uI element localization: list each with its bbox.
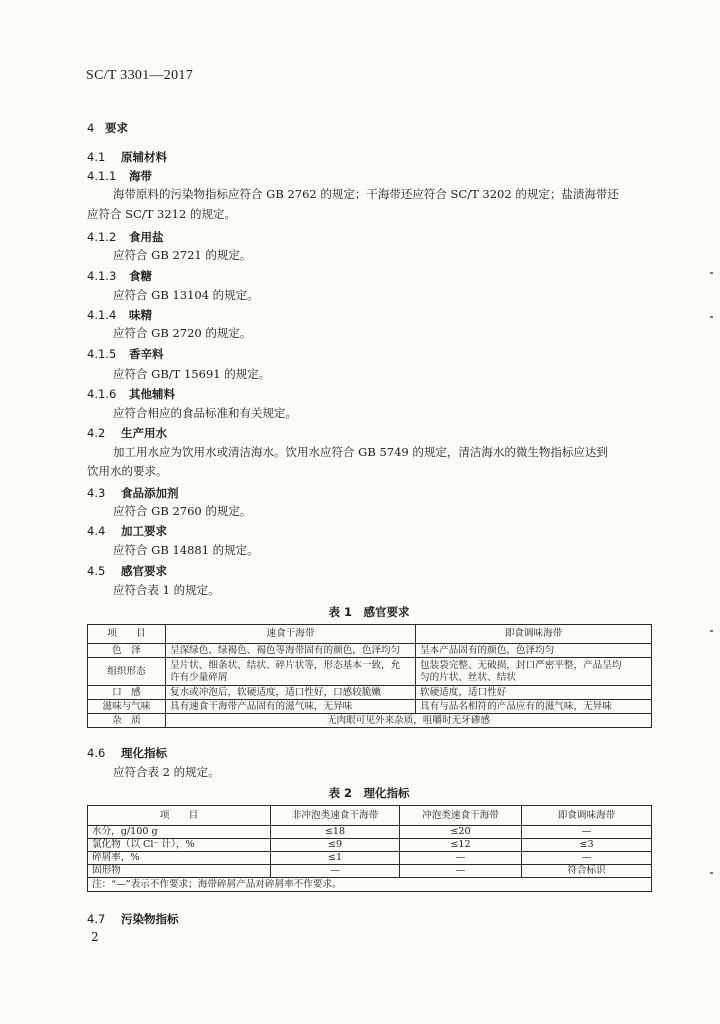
section-title: 原辅材料 [121,150,167,164]
section-4-3-heading [87,485,179,501]
header-cell: 冲泡类速食干海带 [400,806,522,826]
section-title: 味精 [129,308,152,322]
value-cell: 无肉眼可见外来杂质，咀嚼时无牙碜感 [166,714,652,728]
value-cell: — [400,865,522,878]
table-note-row [88,878,652,892]
table-row [88,644,652,658]
paragraph-line: 海带原料的污染物指标应符合 GB 2762 的规定；干海带还应符合 SC/T 3202 的规定；盐渍海带还 [113,187,619,201]
section-number: 4.4 [87,524,106,538]
section-4-1-1-heading [87,168,152,184]
cell-line: 包装袋完整、无破损，封口严密平整，产品呈均 [420,659,622,671]
paragraph-line: 应符合表 2 的规定。 [113,765,220,779]
section-title: 理化指标 [121,746,167,760]
cell-line: 许有少量碎屑 [170,671,228,683]
section-title: 食品添加剂 [121,486,179,500]
table-row [88,714,652,728]
value-cell: ≤20 [400,826,522,839]
paragraph-line: 应符合 GB 14881 的规定。 [113,543,259,557]
item-cell: 碎屑率，% [88,852,271,865]
scan-speck [710,630,713,632]
table-row [88,700,652,714]
section-4-5-heading [87,563,167,579]
standard-code: SC/T 3301—2017 [86,68,194,83]
value-cell: 呈深绿色、绿褐色、褐色等海带固有的颜色，色泽均匀 [166,644,416,658]
item-cell: 杂 质 [88,714,166,728]
value-cell: 具有与品名相符的产品应有的滋气味，无异味 [416,700,652,714]
section-title: 生产用水 [121,426,167,440]
section-4-1-3-heading [87,268,152,284]
section-4-1-4-heading [87,307,152,323]
table-2 [87,805,652,892]
value-cell: — [271,865,400,878]
item-cell: 口 感 [88,686,166,700]
section-title: 污染物指标 [121,912,179,926]
section-number: 4.3 [87,486,106,500]
value-cell: — [400,852,522,865]
section-title: 食用盐 [129,230,164,244]
table-row [88,686,652,700]
section-title: 食糖 [129,269,152,283]
section-4-heading [87,120,128,136]
scan-speck [710,272,713,274]
section-number: 4.7 [87,912,106,926]
paragraph-line: 应符合相应的食品标准和有关规定。 [113,406,297,420]
paragraph-line: 应符合 GB 2721 的规定。 [113,248,252,262]
value-cell: 软硬适度，适口性好 [416,686,652,700]
value-cell: ≤9 [271,839,400,852]
table-1-caption: 表 1 感官要求 [328,605,410,619]
section-title: 加工要求 [121,524,167,538]
header-cell: 非冲泡类速食干海带 [271,806,400,826]
paragraph-line: 应符合 GB 2760 的规定。 [113,504,252,518]
header-cell: 项 目 [88,806,271,826]
value-cell [166,658,416,686]
section-title: 海带 [129,169,152,183]
section-number: 4.1.3 [87,269,117,283]
cell-line: 匀的片状、丝状、结状 [420,671,516,683]
section-title: 要求 [105,121,128,135]
section-title: 香辛料 [129,347,164,361]
item-cell: 固形物 [88,865,271,878]
section-title: 感官要求 [121,564,167,578]
section-4-1-6-heading [87,386,175,402]
paragraph-line: 应符合表 1 的规定。 [113,583,220,597]
value-cell: 呈本产品固有的颜色，色泽均匀 [416,644,652,658]
page-number: 2 [91,930,99,944]
table-2-caption: 表 2 理化指标 [328,786,410,800]
value-cell: — [522,826,652,839]
table-header-row [88,806,652,826]
cell-line: 呈片状、细条状、结状、碎片状等，形态基本一致，允 [170,659,401,671]
item-cell: 水分，g/100 g [88,826,271,839]
scan-speck [710,316,713,318]
value-cell: 具有速食干海带产品固有的滋气味，无异味 [166,700,416,714]
table-row [88,865,652,878]
item-cell: 色 泽 [88,644,166,658]
section-number: 4.1.4 [87,308,117,322]
item-cell: 滋味与气味 [88,700,166,714]
header-cell: 即食调味海带 [416,625,652,644]
table-row [88,839,652,852]
value-cell: ≤3 [522,839,652,852]
table-note: 注：“—”表示不作要求；海带碎屑产品对碎屑率不作要求。 [88,878,652,892]
header-cell: 速食干海带 [166,625,416,644]
section-4-7-heading [87,911,179,927]
section-4-1-5-heading [87,346,164,362]
section-number: 4 [87,121,95,135]
table-row [88,658,652,686]
value-cell: 符合标识 [522,865,652,878]
section-number: 4.1.5 [87,347,117,361]
paragraph-line: 应符合 GB/T 15691 的规定。 [113,367,271,381]
scan-speck [710,872,713,874]
table-header-row [88,625,652,644]
header-cell: 项 目 [88,625,166,644]
paragraph-line: 应符合 GB 13104 的规定。 [113,288,259,302]
section-number: 4.6 [87,746,106,760]
section-4-1-2-heading [87,229,164,245]
section-number: 4.1 [87,150,106,164]
paragraph-line: 加工用水应为饮用水或清洁海水。饮用水应符合 GB 5749 的规定，清洁海水的微生物指标应达到 [113,445,608,459]
table-1 [87,624,652,728]
section-number: 4.2 [87,426,106,440]
table-row [88,826,652,839]
table-row [88,852,652,865]
paragraph-line: 应符合 GB 2720 的规定。 [113,326,252,340]
section-title: 其他辅料 [129,387,175,401]
section-number: 4.5 [87,564,106,578]
section-number: 4.1.6 [87,387,117,401]
paragraph-line: 饮用水的要求。 [87,464,168,478]
value-cell: ≤12 [400,839,522,852]
value-cell: — [522,852,652,865]
value-cell [416,658,652,686]
header-cell: 即食调味海带 [522,806,652,826]
item-cell: 氯化物（以 Cl⁻ 计），% [88,839,271,852]
item-cell: 组织形态 [88,658,166,686]
value-cell: 复水或冲泡后，软硬适度，适口性好，口感较脆嫩 [166,686,416,700]
section-number: 4.1.1 [87,169,117,183]
section-4-2-heading [87,425,167,441]
value-cell: ≤18 [271,826,400,839]
section-4-6-heading [87,745,167,761]
section-4-1-heading [87,149,167,165]
paragraph-line: 应符合 SC/T 3212 的规定。 [87,207,236,221]
section-4-4-heading [87,523,167,539]
value-cell: ≤1 [271,852,400,865]
section-number: 4.1.2 [87,230,117,244]
